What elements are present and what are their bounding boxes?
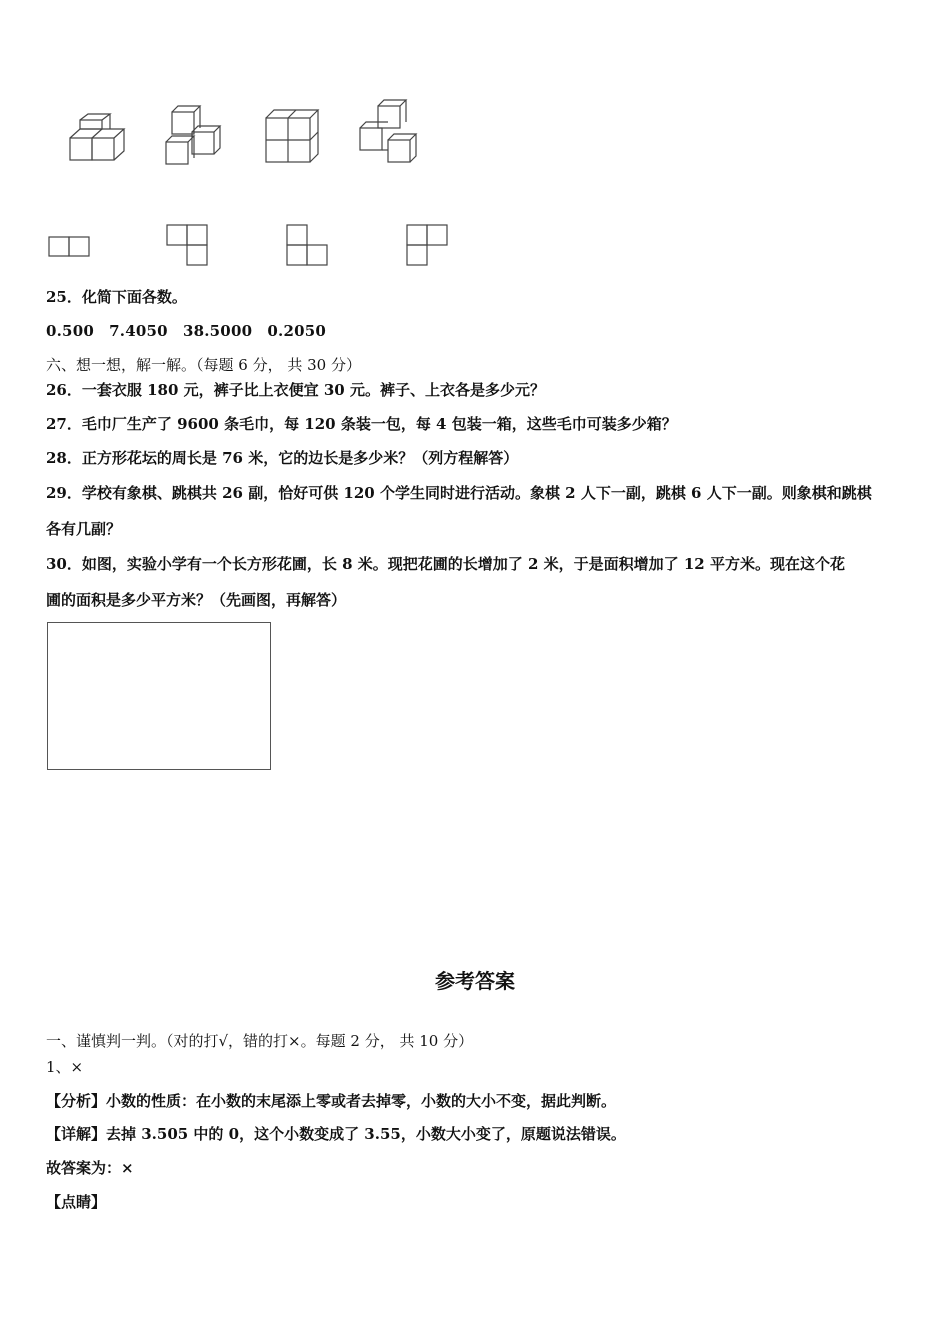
answer-comment: 【点睛】 — [46, 1193, 107, 1211]
question-30-line-1: 30．如图，实验小学有一个长方形花圃，长 8 米。现把花圃的长增加了 2 米，于是面积增加了 12 平方米。现在这个花 — [46, 555, 845, 573]
question-29-line-1: 29．学校有象棋、跳棋共 26 副，恰好可供 120 个学生同时进行活动。象棋 2 人下一副，跳棋 6 人下一副。则象棋和跳棋 — [46, 484, 872, 502]
answer-item-1: 1、× — [46, 1058, 84, 1076]
answer-detail: 【详解】去掉 3.505 中的 0，这个小数变成了 3.55，小数大小变了，原题说法错误。 — [46, 1125, 626, 1143]
answers-section-1-heading: 一、谨慎判一判。（对的打√，错的打×。每题 2 分， 共 10 分） — [46, 1032, 474, 1050]
question-27: 27．毛巾厂生产了 9600 条毛巾，每 120 条装一包，每 4 包装一箱，这些毛巾可装多少箱？ — [46, 415, 677, 433]
cube-figure-1 — [66, 120, 126, 180]
question-25-label: 25．化简下面各数。 — [46, 288, 187, 306]
answers-title: 参考答案 — [435, 969, 515, 993]
view-figure-4 — [406, 224, 450, 268]
question-29-line-2: 各有几副？ — [46, 520, 122, 538]
answer-analysis: 【分析】小数的性质：在小数的末尾添上零或者去掉零，小数的大小不变，据此判断。 — [46, 1092, 617, 1110]
question-28: 28．正方形花坛的周长是 76 米，它的边长是多少米？（列方程解答） — [46, 449, 519, 467]
question-30-line-2: 圃的面积是多少平方米？（先画图，再解答） — [46, 591, 347, 609]
question-26: 26．一套衣服 180 元，裤子比上衣便宜 30 元。裤子、上衣各是多少元？ — [46, 381, 545, 399]
cube-figure-4 — [358, 100, 422, 166]
view-figure-3 — [286, 224, 330, 268]
garden-rectangle — [47, 622, 271, 770]
cube-figure-2 — [162, 106, 222, 170]
view-figure-2 — [166, 224, 210, 268]
section-6-heading: 六、想一想，解一解。（每题 6 分， 共 30 分） — [46, 356, 361, 374]
answer-conclusion: 故答案为：× — [46, 1159, 134, 1177]
cube-figure-3 — [264, 110, 320, 166]
view-figure-1 — [48, 236, 92, 258]
question-25-values: 0.500 7.4050 38.5000 0.2050 — [46, 322, 327, 340]
